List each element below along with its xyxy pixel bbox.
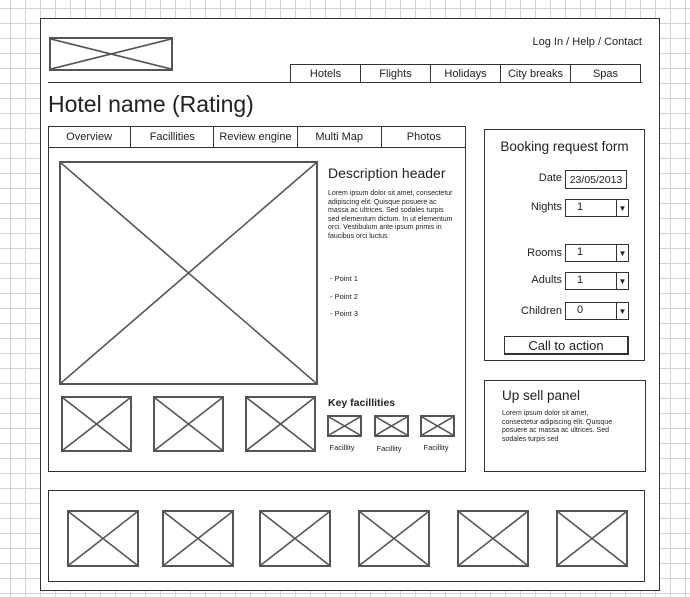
contact-link[interactable]: Contact xyxy=(604,36,642,48)
nights-label: Nights xyxy=(530,201,562,213)
adults-label: Adults xyxy=(531,274,562,286)
rooms-value: 1 xyxy=(577,246,584,258)
hotel-tabs xyxy=(48,126,466,148)
key-facilities-heading: Key facillities xyxy=(328,397,396,409)
image-placeholder-icon xyxy=(61,163,316,383)
image-placeholder-icon xyxy=(164,512,232,565)
booking-form-title: Booking request form xyxy=(500,139,629,154)
date-field[interactable]: 23/05/2013 xyxy=(565,170,627,189)
children-select[interactable] xyxy=(565,302,629,320)
gallery-image-placeholder[interactable] xyxy=(457,510,529,567)
gallery-image-placeholder[interactable] xyxy=(556,510,628,567)
rooms-label: Rooms xyxy=(527,247,562,259)
children-label: Children xyxy=(521,305,562,317)
image-placeholder-icon xyxy=(329,417,360,435)
image-placeholder-icon xyxy=(63,398,130,450)
facility-icon-placeholder xyxy=(327,415,362,437)
upsell-text: Lorem ipsum dolor sit amet, consectetur adipiscing elit. Quisque posuere ac massa ac ultrices. Sed sodales turpis sed xyxy=(502,410,613,443)
call-to-action-button[interactable]: Call to action xyxy=(504,336,629,355)
thumbnail-image-placeholder[interactable] xyxy=(61,396,132,452)
help-link[interactable]: Help xyxy=(572,36,595,48)
facility-label: Facillity xyxy=(329,443,355,452)
upsell-title: Up sell panel xyxy=(502,388,581,403)
facility-label: Facillity xyxy=(423,443,449,452)
thumbnail-image-placeholder[interactable] xyxy=(153,396,224,452)
facility-icon-placeholder xyxy=(420,415,455,437)
nav-flights[interactable]: Flights xyxy=(361,65,431,82)
tab-multi-map[interactable]: Multi Map xyxy=(298,126,382,147)
link-separator: / xyxy=(594,36,605,48)
children-value: 0 xyxy=(577,304,584,316)
chevron-down-icon[interactable]: ▼ xyxy=(616,245,628,261)
image-placeholder-icon xyxy=(459,512,527,565)
thumbnail-image-placeholder[interactable] xyxy=(245,396,316,452)
tab-overview[interactable]: Overview xyxy=(48,126,131,147)
nights-value: 1 xyxy=(577,201,584,213)
main-image-placeholder[interactable] xyxy=(59,161,318,385)
rooms-select[interactable] xyxy=(565,244,629,262)
image-placeholder-icon xyxy=(558,512,626,565)
tab-review-engine[interactable]: Review engine xyxy=(214,126,297,147)
point-item: - Point 2 xyxy=(330,291,358,301)
header-divider xyxy=(48,82,642,83)
nav-holidays[interactable]: Holidays xyxy=(431,65,501,82)
logo-image-placeholder[interactable] xyxy=(49,37,173,71)
link-separator: / xyxy=(563,36,573,48)
adults-select[interactable] xyxy=(565,272,629,290)
chevron-down-icon[interactable]: ▼ xyxy=(616,200,628,216)
nav-city-breaks[interactable]: City breaks xyxy=(501,65,571,82)
gallery-image-placeholder[interactable] xyxy=(67,510,139,567)
main-nav xyxy=(290,64,641,83)
tab-photos[interactable]: Photos xyxy=(406,130,442,143)
image-placeholder-icon xyxy=(376,417,407,435)
point-item: - Point 1 xyxy=(330,274,358,283)
description-header: Description header xyxy=(328,165,446,181)
image-placeholder-icon xyxy=(247,398,314,450)
nights-select[interactable] xyxy=(565,199,629,217)
nav-hotels[interactable]: Hotels xyxy=(291,65,361,82)
description-text: Lorem ipsum dolor sit amet, consectetur adipiscing elit. Quisque posuere ac massa ac ultrices. Sed sodales turpis sed elementum dictum. In ut elementum orci. Vestibulum ante ipsum primis in faucibus orci luctus xyxy=(328,190,453,240)
nav-spas[interactable]: Spas xyxy=(592,67,619,80)
page-title: Hotel name (Rating) xyxy=(48,91,254,117)
image-placeholder-icon xyxy=(360,512,428,565)
tab-facilities[interactable]: Facillities xyxy=(131,126,214,147)
gallery-image-placeholder[interactable] xyxy=(259,510,331,567)
gallery-image-placeholder[interactable] xyxy=(162,510,234,567)
chevron-down-icon[interactable]: ▼ xyxy=(616,273,628,289)
image-placeholder-icon xyxy=(69,512,137,565)
chevron-down-icon[interactable]: ▼ xyxy=(616,303,628,319)
point-item: - Point 3 xyxy=(330,309,358,318)
image-placeholder-icon xyxy=(422,417,453,435)
top-links xyxy=(480,36,642,48)
image-placeholder-icon xyxy=(261,512,329,565)
adults-value: 1 xyxy=(577,274,584,286)
gallery-image-placeholder[interactable] xyxy=(358,510,430,567)
date-label: Date xyxy=(538,172,562,184)
login-link[interactable]: Log In xyxy=(532,36,564,48)
image-placeholder-icon xyxy=(155,398,222,450)
facility-label: Facillity xyxy=(376,444,402,453)
facility-icon-placeholder xyxy=(374,415,409,437)
image-placeholder-icon xyxy=(51,39,171,69)
point-list xyxy=(330,270,358,323)
